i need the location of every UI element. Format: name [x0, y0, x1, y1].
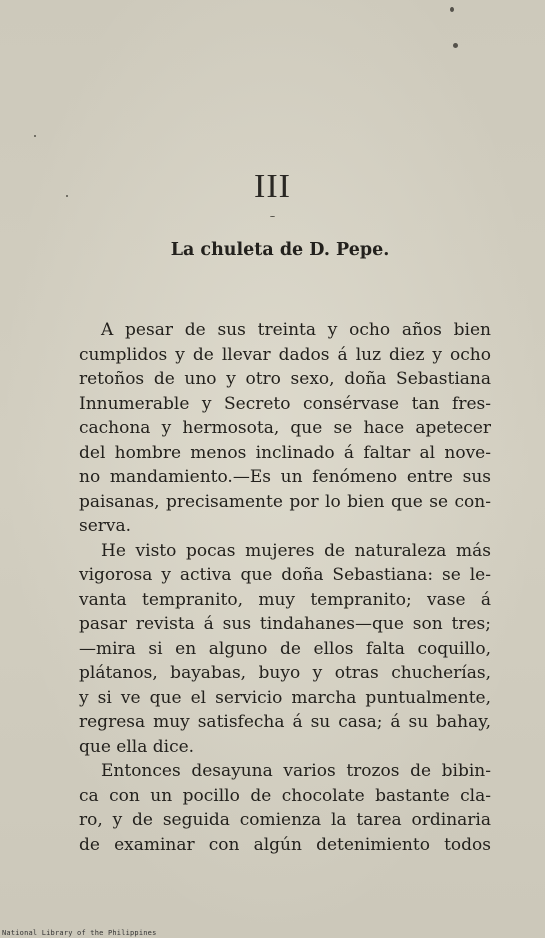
text-line: Innumerable y Secreto consérvase tan fres- [79, 393, 491, 414]
text-line: del hombre menos inclinado á faltar al nove- [79, 442, 491, 463]
text-line: no mandamiento.—Es un fenómeno entre sus [79, 467, 491, 487]
text-line: y si ve que el servicio marcha puntualmente, [79, 687, 491, 708]
page-speck [450, 7, 454, 12]
text-line: A pesar de sus treinta y ocho años bien [101, 320, 491, 340]
text-line: He visto pocas mujeres de naturaleza más [101, 540, 491, 561]
page-speck [34, 135, 36, 137]
text-line: ro, y de seguida comienza la tarea ordinaria [79, 810, 491, 830]
page-speck [270, 216, 275, 217]
text-line: de examinar con algún detenimiento todos [79, 834, 491, 855]
text-line: ca con un pocillo de chocolate bastante cla- [79, 785, 491, 806]
text-line: pasar revista á sus tindahanes—que son tres; [79, 614, 491, 634]
text-line: paisanas, precisamente por lo bien que se con- [79, 491, 491, 512]
text-line: vanta tempranito, muy tempranito; vase á [79, 589, 491, 610]
page-speck [453, 43, 458, 48]
text-line: —mira si en alguno de ellos falta coquillo, [79, 638, 491, 659]
text-line: Entonces desayuna varios trozos de bibin- [101, 761, 491, 781]
text-line: vigorosa y activa que doña Sebastiana: se le- [79, 565, 491, 585]
body-text [79, 318, 491, 857]
text-line: serva. [79, 516, 132, 536]
chapter-title: La chuleta de D. Pepe. [170, 240, 390, 260]
text-line: regresa muy satisfecha á su casa; á su bahay, [79, 712, 491, 732]
text-line: plátanos, bayabas, buyo y otras chucherías, [79, 663, 491, 683]
text-line: retoños de uno y otro sexo, doña Sebastiana [79, 369, 491, 389]
text-line: cumplidos y de llevar dados á luz diez y ocho [79, 344, 491, 365]
library-credit: National Library of the Philippines [2, 929, 157, 937]
text-line: cachona y hermosota, que se hace apetecer [79, 418, 491, 438]
text-line: que ella dice. [79, 736, 195, 757]
chapter-number: III [254, 168, 291, 205]
